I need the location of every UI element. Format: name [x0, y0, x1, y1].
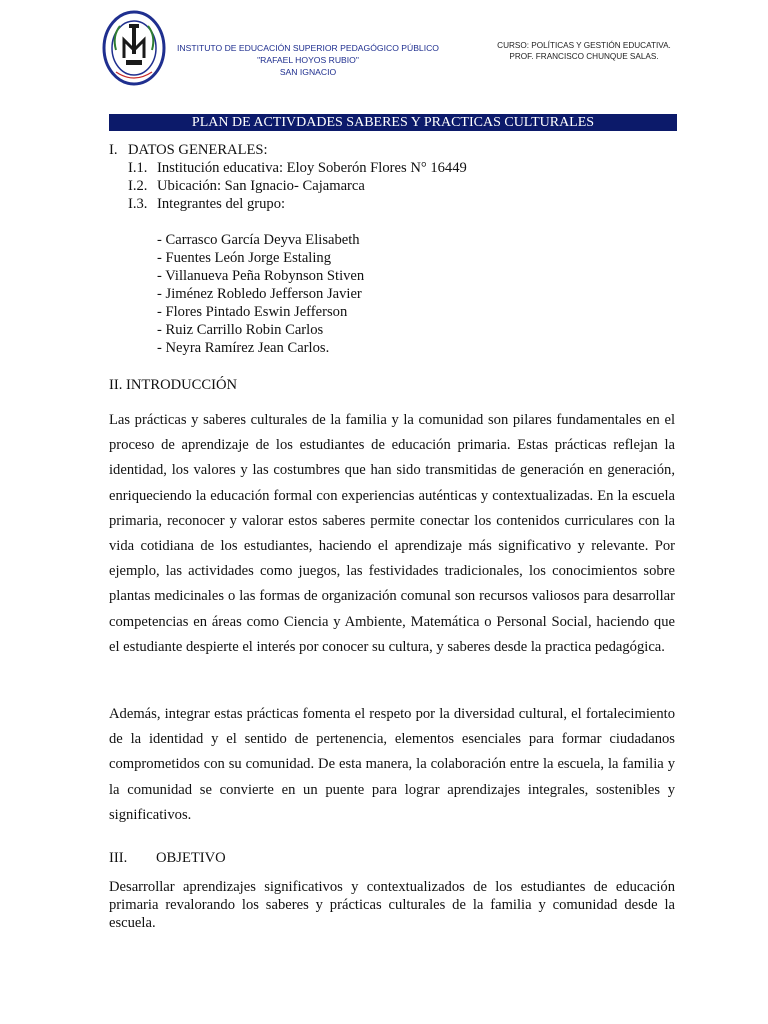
item-text: Ubicación: San Ignacio- Cajamarca	[157, 178, 365, 194]
item-number: I.3.	[128, 196, 148, 212]
member-item: - Flores Pintado Eswin Jefferson	[157, 304, 348, 320]
professor-line: PROF. FRANCISCO CHUNQUE SALAS.	[509, 52, 659, 61]
item-number: I.2.	[128, 178, 148, 194]
member-item: - Fuentes León Jorge Estaling	[157, 250, 332, 266]
institution-logo	[102, 10, 166, 90]
course-line: CURSO: POLÍTICAS Y GESTIÓN EDUCATIVA.	[497, 41, 671, 50]
institution-header	[172, 42, 444, 78]
intro-paragraph: Las prácticas y saberes culturales de la familia y la comunidad son pilares fundamentales en el proceso de aprendizaje de los estudiantes de educación primaria. Estas prácticas reflejan la identidad, los valores y las costumbres que han sido transmitidas de generación en generación, enriqueciendo la educación formal con experiencias auténticas y contextualizadas. En la escuela primaria, reconocer y valorar estos saberes permite conectar los contenidos curriculares con la vida cotidiana de los estudiantes, haciendo el aprendizaje más significativo y relevante. Por ejemplo, las actividades como juegos, las festividades tradicionales, los conocimientos sobre plantas medicinales o las formas de organización comunal son recursos valiosos para desarrollar competencias en áreas como Ciencia y Ambiente, Matemática o Personal Social, haciendo que el estudiante despierte el interés por conocer su cultura, y saberes desde la practica pedagógica.	[109, 412, 675, 655]
intro-paragraph: Además, integrar estas prácticas fomenta el respeto por la diversidad cultural, el fortalecimiento de la identidad y el sentido de pertenencia, elementos esenciales para formar ciudadanos comprometidos con su comunidad. De esta manera, la colaboración entre la escuela, la familia y la comunidad se convierte en un puente para lograr aprendizajes integrales, sostenibles y significativos.	[109, 706, 675, 823]
objective-paragraph: Desarrollar aprendizajes significativos y contextualizados de los estudiantes de educación primaria revalorando los saberes y prácticas culturales de la familia y comunidad desde la escuela.	[109, 879, 675, 931]
member-item: - Ruiz Carrillo Robin Carlos	[157, 322, 324, 338]
item-text: Institución educativa: Eloy Soberón Flores N° 16449	[157, 160, 467, 176]
member-item: - Carrasco García Deyva Elisabeth	[157, 232, 360, 248]
member-item: - Jiménez Robledo Jefferson Javier	[157, 286, 362, 302]
document-title: PLAN DE ACTIVDADES SABERES Y PRACTICAS CULTURALES	[109, 114, 677, 131]
member-item: - Neyra Ramírez Jean Carlos.	[157, 340, 330, 356]
member-item: - Villanueva Peña Robynson Stiven	[157, 268, 365, 284]
institution-line: INSTITUTO DE EDUCACIÓN SUPERIOR PEDAGÓGICO PÚBLICO	[177, 43, 439, 53]
item-text: Integrantes del grupo:	[157, 196, 286, 212]
section-heading: OBJETIVO	[156, 850, 226, 866]
section-number: III.	[109, 850, 128, 866]
section-heading: II. INTRODUCCIÓN	[109, 377, 238, 393]
item-number: I.1.	[128, 160, 148, 176]
institution-line: SAN IGNACIO	[279, 67, 337, 77]
institution-line: "RAFAEL HOYOS RUBIO"	[257, 55, 359, 65]
section-number: I.	[109, 142, 118, 158]
course-info	[476, 40, 692, 62]
section-heading: DATOS GENERALES:	[128, 142, 268, 158]
